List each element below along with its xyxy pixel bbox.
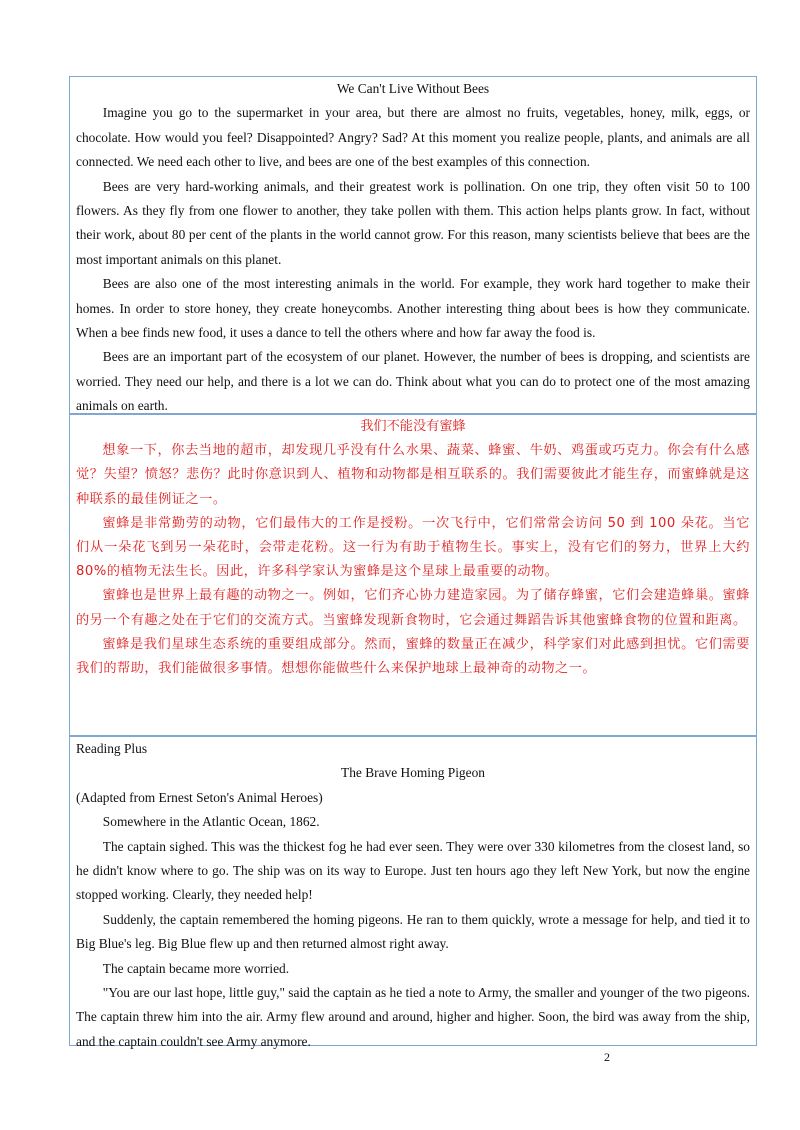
translation-title: 我们不能没有蜜蜂 <box>360 419 466 434</box>
paragraph: 蜜蜂也是世界上最有趣的动物之一。例如，它们齐心协力建造家园。为了储存蜂蜜，它们会建造蜂巢。蜜蜂的另一个有趣之处在于它们的交流方式。当蜜蜂发现新食物时，它会通过舞蹈告诉其他蜜蜂食物的位置和距离。 <box>76 588 750 628</box>
reading-plus-box <box>69 736 757 1049</box>
paragraph: 蜜蜂是我们星球生态系统的重要组成部分。然而，蜜蜂的数量正在减少，科学家们对此感到担忧。它们需要我们的帮助，我们能做很多事情。想想你能做些什么来保护地球上最神奇的动物之一。 <box>76 636 750 677</box>
chinese-translation-box <box>69 414 757 736</box>
story-source: (Adapted from Ernest Seton's Animal Heroes) <box>76 789 323 805</box>
paragraph: Bees are an important part of the ecosystem of our planet. However, the number of bees is dropping, and scientists are worried. They need our help, and there is a lot we can do. Think about what you can do to protect one of the most amazing animals on earth. <box>76 349 750 414</box>
passage-title: We Can't Live Without Bees <box>336 81 490 96</box>
paragraph: 蜜蜂是非常勤劳的动物，它们最伟大的工作是授粉。一次飞行中，它们常常会访问 50 到 100 朵花。当它们从一朵花飞到另一朵花时，会带走花粉。这一行为有助于植物生长。事实上，没有它们的努力，世界上大约 80%的植物无法生长。因此，许多科学家认为蜜蜂是这个星球上最重要的动物。 <box>76 515 750 580</box>
english-passage-box <box>69 76 757 414</box>
paragraph: The captain sighed. This was the thickest fog he had ever seen. They were over 330 kilometres from the closest land, so he didn't know where to go. The ship was on its way to Europe. Just ten hours ago they left New York, but now the engine stopped working. Clearly, they needed help! <box>76 838 750 903</box>
paragraph: Somewhere in the Atlantic Ocean, 1862. <box>102 814 320 830</box>
story-title: The Brave Homing Pigeon <box>341 765 485 781</box>
paragraph: Imagine you go to the supermarket in your area, but there are almost no fruits, vegetables, honey, milk, eggs, or chocolate. How would you feel? Disappointed? Angry? Sad? At this moment you realize people, plants, and animals are all connected. We need each other to live, and bees are one of the best examples of this connection. <box>76 105 750 170</box>
page-number: 2 <box>604 1050 610 1064</box>
paragraph: The captain became more worried. <box>102 960 290 976</box>
section-label: Reading Plus <box>76 741 148 756</box>
paragraph: Bees are also one of the most interesting animals in the world. For example, they work hard together to make their homes. In order to store honey, they create honeycombs. Another interesting thing about bees is how they communicate. When a bee finds new food, it uses a dance to tell the others where and how far away the food is. <box>76 276 750 341</box>
paragraph: Suddenly, the captain remembered the homing pigeons. He ran to them quickly, wrote a message for help, and tied it to Big Blue's leg. Big Blue flew up and then returned almost right away. <box>76 911 750 952</box>
paragraph: "You are our last hope, little guy," said the captain as he tied a note to Army, the smaller and younger of the two pigeons. The captain threw him into the air. Army flew around and around, higher and higher. Soon, the bird was away from the ship, and the captain couldn't see Army anymore. <box>76 985 750 1049</box>
paragraph: Bees are very hard-working animals, and their greatest work is pollination. On one trip, they often visit 50 to 100 flowers. As they fly from one flower to another, they take pollen with them. This action helps plants grow. In fact, without their work, about 80 per cent of the plants in the world cannot grow. For this reason, many scientists believe that bees are the most important animals on this planet. <box>76 178 750 267</box>
paragraph: 想象一下，你去当地的超市，却发现几乎没有什么水果、蔬菜、蜂蜜、牛奶、鸡蛋或巧克力。你会有什么感觉？失望？愤怒？悲伤？此时你意识到人、植物和动物都是相互联系的。我们需要彼此才能生存，而蜜蜂就是这种联系的最佳例证之一。 <box>76 443 750 507</box>
